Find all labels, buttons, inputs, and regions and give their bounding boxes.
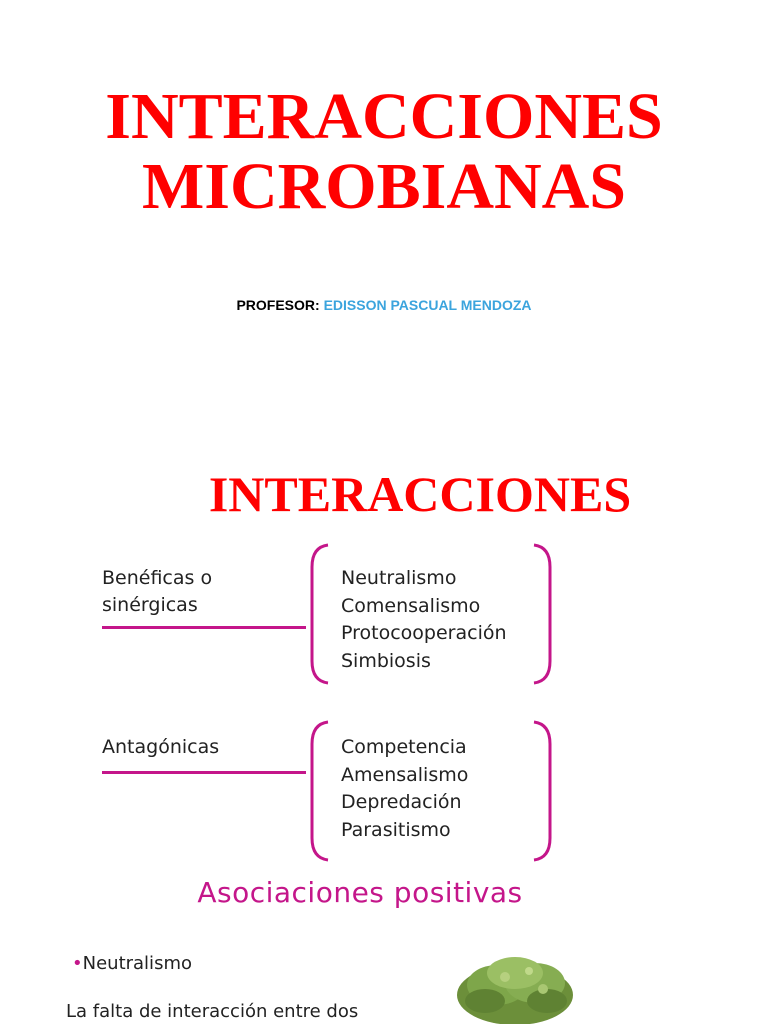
list-item: Amensalismo bbox=[341, 763, 469, 786]
connector-line-beneficas bbox=[102, 626, 306, 629]
list-item: Protocooperación bbox=[341, 622, 507, 644]
group-label-line-1: Benéficas o bbox=[102, 567, 213, 589]
diagram-title: INTERACCIONES bbox=[208, 466, 632, 522]
connector-line-antagonicas bbox=[102, 771, 306, 774]
item-list-antagonicas bbox=[341, 734, 468, 844]
group-label-antagonicas bbox=[102, 734, 219, 761]
body-text: La falta de interacción entre dos bbox=[66, 1001, 359, 1022]
item-list-beneficas bbox=[341, 565, 507, 675]
list-item: Simbiosis bbox=[341, 649, 431, 672]
list-item: Competencia bbox=[341, 736, 467, 758]
bullet-item bbox=[72, 953, 192, 974]
list-item: Comensalismo bbox=[341, 594, 481, 617]
list-item: Parasitismo bbox=[341, 818, 451, 841]
professor-line bbox=[0, 297, 768, 313]
associations-heading: Asociaciones positivas bbox=[197, 876, 523, 909]
group-label-line-1: Antagónicas bbox=[102, 736, 220, 758]
title-line-2: MICROBIANAS bbox=[141, 150, 627, 223]
professor-label: PROFESOR: bbox=[236, 297, 324, 313]
group-label-beneficas bbox=[102, 565, 212, 619]
professor-name: EDISSON PASCUAL MENDOZA bbox=[323, 297, 532, 313]
bullet-label: Neutralismo bbox=[82, 953, 192, 974]
list-item: Neutralismo bbox=[341, 567, 457, 589]
page-title bbox=[0, 82, 768, 222]
title-line-1: INTERACCIONES bbox=[105, 80, 663, 153]
bullet-dot-icon: • bbox=[72, 953, 83, 974]
list-item: Depredación bbox=[341, 791, 462, 813]
tree-icon bbox=[455, 955, 575, 1028]
group-label-line-2: sinérgicas bbox=[102, 594, 198, 616]
